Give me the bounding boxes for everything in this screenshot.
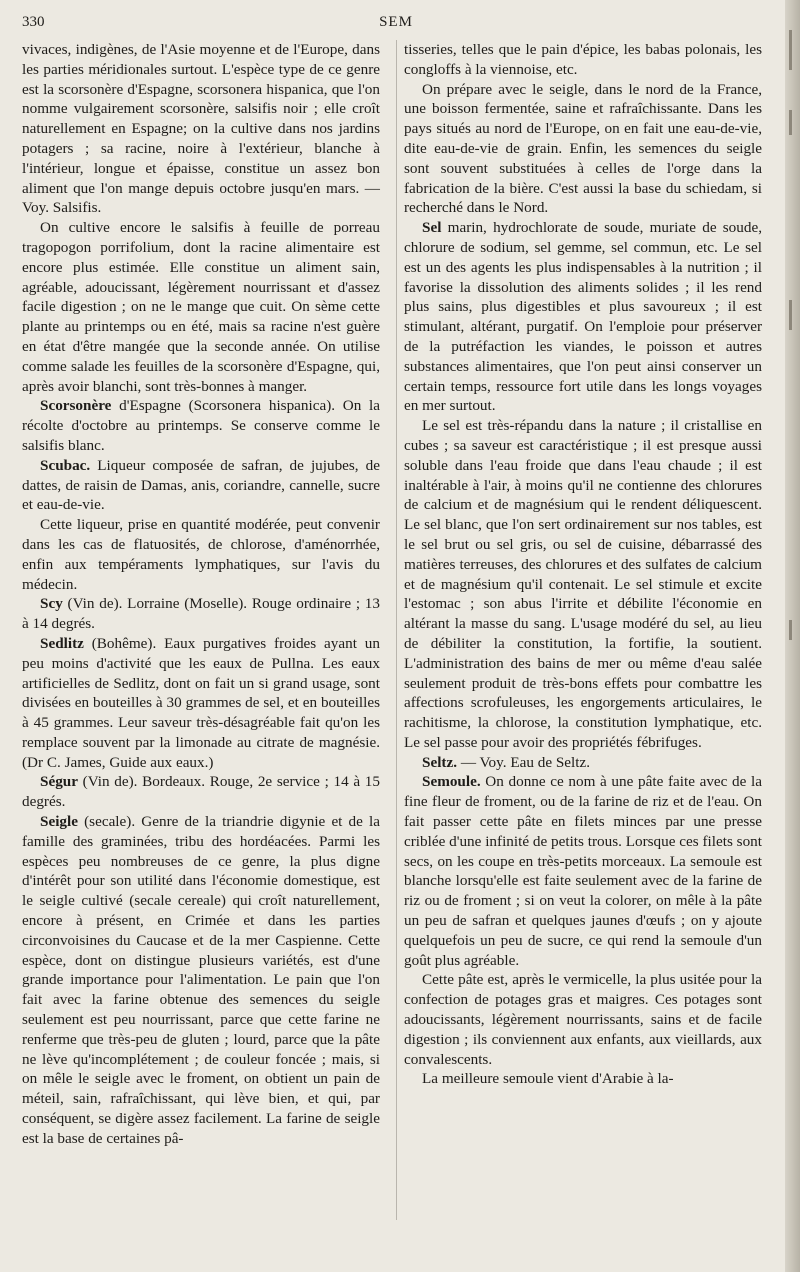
paragraph: On prépare avec le seigle, dans le nord de la France, une boisson fermentée, saine et rafraîchissante. Dans les pays situés au nord de l'Europe, on en fait une eau-de-vie, dite eau-de-vie de grain. Enfin, les semences du seigle sont souvent substituées à celles de l'orge dans la fabrication de la bière. C'est aussi la base du schiedam, si recherché dans le Nord.: [404, 80, 762, 217]
dictionary-entry: [22, 456, 380, 515]
entry-headword: Seigle: [40, 813, 78, 831]
entry-headword: Seltz.: [422, 753, 458, 771]
dictionary-entry: [404, 218, 762, 416]
entry-text: (Vin de). Lorraine (Moselle). Rouge ordinaire ; 13 à 14 degrés.: [22, 595, 380, 633]
entry-headword: Scy: [40, 595, 63, 613]
entry-headword: Ségur: [40, 773, 78, 791]
dictionary-entry: [22, 812, 380, 1149]
entry-headword: Semoule.: [422, 773, 481, 791]
page-number: 330: [22, 14, 45, 30]
paragraph: Cette pâte est, après le vermicelle, la plus usitée pour la confection de potages gras et maigres. Ces potages sont adoucissants, légèrement nourrissants, sains et de facile digestion ; ils conviennent aux enfants, aux vieillards, aux convalescents.: [404, 971, 762, 1068]
entry-headword: Scorsonère: [40, 397, 112, 415]
running-head: SEM: [379, 14, 413, 30]
entry-text: Liqueur composée de safran, de jujubes, de dattes, de raisin de Damas, anis, coriandre, cannelle, sucre et eau-de-vie.: [22, 456, 380, 514]
entry-text: (Vin de). Bordeaux. Rouge, 2e service ; 14 à 15 degrés.: [22, 773, 380, 811]
paragraph: Le sel est très-répandu dans la nature ; il cristallise en cubes ; sa saveur est caractéristique ; il est presque aussi soluble dans l'eau froide que dans l'eau chaude ; il est inaltérable à l'air, à moins qu'il ne contienne des chlorures de calcium et de magnésium qui le rendent déliquescent. Le sel blanc, que l'on sert ordinairement sur nos tables, est le sel brut ou sel gris, ou sel de cuisine, débarrassé des matières terreuses, des chlorures et des sulfates de calcium et de magnésium qu'il contenait. Le sel stimule et excite l'estomac ; son abus l'irrite et débilite l'économie en altérant la masse du sang. L'usage modéré du sel, au lieu de débiliter la constitution, la fortifie, la soutient. L'administration des bains de mer ou même d'eau salée seulement produit de très-bons effets pour combattre les affections scrofuleuses, les engorgements articulaires, le rachitisme, la chlorose, la constitution lymphatique, etc. Le sel passe pour avoir des propriétés fébrifuges.: [404, 417, 762, 751]
dictionary-entry: [22, 396, 380, 455]
entry-text: (Bohême). Eaux purgatives froides ayant un peu moins d'activité que les eaux de Pullna. Les eaux artificielles de Sedlitz, dont on fait un si grand usage, sont divisées en bouteilles à 30 grammes de sel, et en bouteilles à 45 grammes. Leur saveur très-désagréable fait qu'on les remplace souvent par la limonade au citrate de magnésie. (Dr C. James, Guide aux eaux.): [22, 634, 380, 771]
paragraph: Cette liqueur, prise en quantité modérée, peut convenir dans les cas de flatuosités, de chlorose, d'aménorrhée, enfin aux tempéraments lymphatiques, sur l'avis du médecin.: [22, 516, 380, 593]
dictionary-entry: [22, 634, 380, 773]
entry-text: — Voy. Eau de Seltz.: [457, 753, 591, 771]
right-column: [404, 40, 762, 1089]
entry-text: (secale). Genre de la triandrie digynie et de la famille des graminées, tribu des hordéacées. Parmi les espèces peu nombreuses de ce genre, la plus digne d'intérêt pour son utilité dans l'économie domestique, est le seigle cultivé (secale cereale) qui croît naturellement, encore à présent, en Crimée et dans les parties circonvoisines du Caucase et de la mer Caspienne. Cette espèce, dont on distingue plusieurs variétés, est d'une grande importance pour l'alimentation. Le pain que l'on fait avec la farine obtenue des semences du seigle seulement est peu nourrissant, parce que cette farine ne renferme que très-peu de gluten ; lourd, parce que la pâte ne lève qu'incomplétement ; de couleur foncée ; mais, si on mêle le seigle avec le froment, on obtient un pain de méteil, sain, rafraîchissant, qui lève bien, et qui, par conséquent, se digère assez facilement. La farine de seigle est la base de certaines pâ-: [22, 813, 380, 1147]
entry-headword: Sel: [422, 219, 442, 237]
column-divider: [396, 40, 397, 1220]
entry-text: On donne ce nom à une pâte faite avec de la fine fleur de froment, ou de la farine de riz et de l'eau. On fait passer cette pâte en filets minces par une presse criblée d'une infinité de petits trous. Lorsque ces filets sont secs, on les coupe en très-petits morceaux. La semoule est blanche lorsqu'elle est faite seulement avec de la farine de riz ou de froment ; si on veut la colorer, on mêle à la pâte un peu de safran et quelques jaunes d'œufs ; on y ajoute quelquefois un peu de sucre, ce qui rend la semoule d'un goût plus agréable.: [404, 773, 762, 969]
left-column: [22, 40, 380, 1149]
entry-headword: Sedlitz: [40, 634, 84, 652]
entry-text: marin, hydrochlorate de soude, muriate de soude, chlorure de sodium, sel gemme, sel commun, etc. Le sel est un des agents les plus indispensables à la nutrition ; il favorise la dissolution des aliments solides ; il les rend plus sains, plus digestibles et plus savoureux ; il est stimulant, altérant, purgatif. On l'emploie pour préserver de la putréfaction les viandes, le poisson et autres substances alimentaires, que l'on peut ainsi conserver un certain temps, ressource fort utile dans les longs voyages en mer surtout.: [404, 219, 762, 415]
dictionary-entry: [404, 772, 762, 970]
paragraph: La meilleure semoule vient d'Arabie à la-: [422, 1070, 674, 1088]
continued-text: vivaces, indigènes, de l'Asie moyenne et de l'Europe, dans les parties méridionales surtout. L'espèce type de ce genre est la scorsonère d'Espagne, scorsonera hispanica, que l'on nomme vulgairement scorsonère, salsifis noir ; elle croît naturellement en Espagne; on la cultive dans nos jardins potagers ; sa racine, noire à l'extérieur, blanche à l'intérieur, longue et épaisse, constitue un assez bon aliment que l'on mange depuis octobre jusqu'en mars. — Voy. Salsifis.: [22, 41, 380, 217]
page-header: [22, 14, 770, 36]
dictionary-entry: [22, 772, 380, 812]
continued-text: tisseries, telles que le pain d'épice, les babas polonais, les congloffs à la viennoise, etc.: [404, 41, 762, 78]
entry-headword: Scubac.: [40, 456, 91, 474]
page-edge: [785, 0, 800, 1272]
dictionary-entry: [22, 594, 380, 634]
dictionary-entry: [404, 753, 762, 773]
entry-text: d'Espagne (Scorsonera hispanica). On la récolte d'octobre au printemps. Se conserve comme le salsifis blanc.: [22, 397, 380, 454]
paragraph: On cultive encore le salsifis à feuille de porreau tragopogon porrifolium, dont la racine alimentaire est encore plus estimée. Elle constitue un aliment sain, agréable, adoucissant, légèrement nourrissant et d'assez facile digestion ; on ne le mange que cuit. On sème cette plante au printemps ou en été, mais sa racine n'est guère en état d'être mangée que la seconde année. On utilise comme salade les feuilles de la scorsonère d'Espagne, qui, après avoir blanchi, sont très-bonnes à manger.: [22, 219, 380, 395]
